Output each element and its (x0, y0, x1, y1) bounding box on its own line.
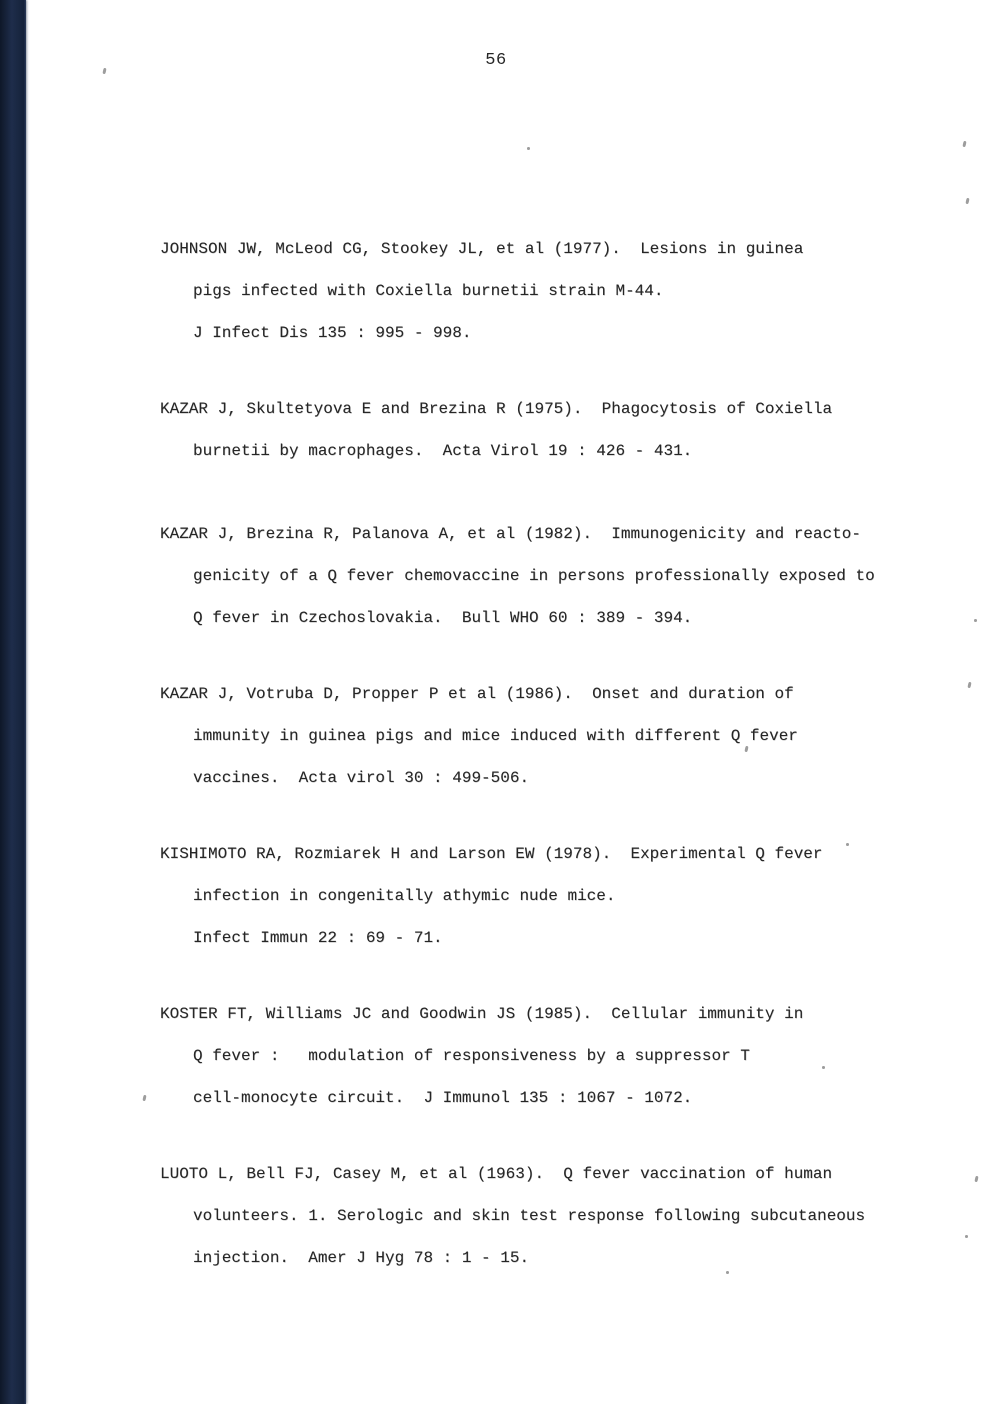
scan-speck (102, 68, 106, 74)
reference-line: KISHIMOTO RA, Rozmiarek H and Larson EW (1978). Experimental Q fever (160, 845, 823, 863)
scan-speck (527, 147, 530, 150)
reference-entry (160, 1153, 960, 1279)
reference-line: KOSTER FT, Williams JC and Goodwin JS (1985). Cellular immunity in (160, 1005, 804, 1023)
reference-line: vaccines. Acta virol 30 : 499-506. (193, 769, 530, 787)
reference-line: LUOTO L, Bell FJ, Casey M, et al (1963). Q fever vaccination of human (160, 1165, 833, 1183)
scan-speck (965, 1235, 968, 1238)
reference-line: immunity in guinea pigs and mice induced with different Q fever (193, 727, 798, 745)
reference-entry (160, 833, 960, 959)
reference-line: KAZAR J, Skultetyova E and Brezina R (1975). Phagocytosis of Coxiella (160, 400, 833, 418)
scan-edge-bar (0, 0, 26, 1404)
reference-line: JOHNSON JW, McLeod CG, Stookey JL, et al (1977). Lesions in guinea (160, 240, 804, 258)
scan-speck (974, 1176, 978, 1182)
reference-entry (160, 993, 960, 1119)
scan-speck (967, 682, 971, 688)
reference-line: infection in congenitally athymic nude mice. (193, 887, 616, 905)
reference-line: Q fever in Czechoslovakia. Bull WHO 60 : 389 - 394. (193, 609, 693, 627)
references-list (160, 228, 960, 1313)
reference-line: KAZAR J, Brezina R, Palanova A, et al (1982). Immunogenicity and reacto- (160, 525, 861, 543)
reference-line: Infect Immun 22 : 69 - 71. (193, 929, 443, 947)
scan-speck (965, 198, 969, 204)
reference-line: burnetii by macrophages. Acta Virol 19 : 426 - 431. (193, 442, 693, 460)
scan-speck (974, 619, 977, 622)
scan-speck (846, 843, 849, 846)
reference-entry (160, 673, 960, 799)
scan-speck (726, 1271, 729, 1274)
reference-line: genicity of a Q fever chemovaccine in persons professionally exposed to (193, 567, 875, 585)
reference-line: cell-monocyte circuit. J Immunol 135 : 1067 - 1072. (193, 1089, 693, 1107)
reference-line: KAZAR J, Votruba D, Propper P et al (1986). Onset and duration of (160, 685, 794, 703)
reference-line: injection. Amer J Hyg 78 : 1 - 15. (193, 1249, 530, 1267)
reference-line: Q fever : modulation of responsiveness by a suppressor T (193, 1047, 750, 1065)
reference-line: volunteers. 1. Serologic and skin test response following subcutaneous (193, 1207, 866, 1225)
reference-line: J Infect Dis 135 : 995 - 998. (193, 324, 472, 342)
reference-entry (160, 513, 960, 639)
page-number: 56 (485, 51, 507, 70)
scan-speck (822, 1066, 825, 1069)
scan-speck (142, 1095, 146, 1101)
scan-speck (962, 141, 966, 147)
reference-entry (160, 388, 960, 472)
reference-line: pigs infected with Coxiella burnetii strain M-44. (193, 282, 664, 300)
reference-entry (160, 228, 960, 354)
